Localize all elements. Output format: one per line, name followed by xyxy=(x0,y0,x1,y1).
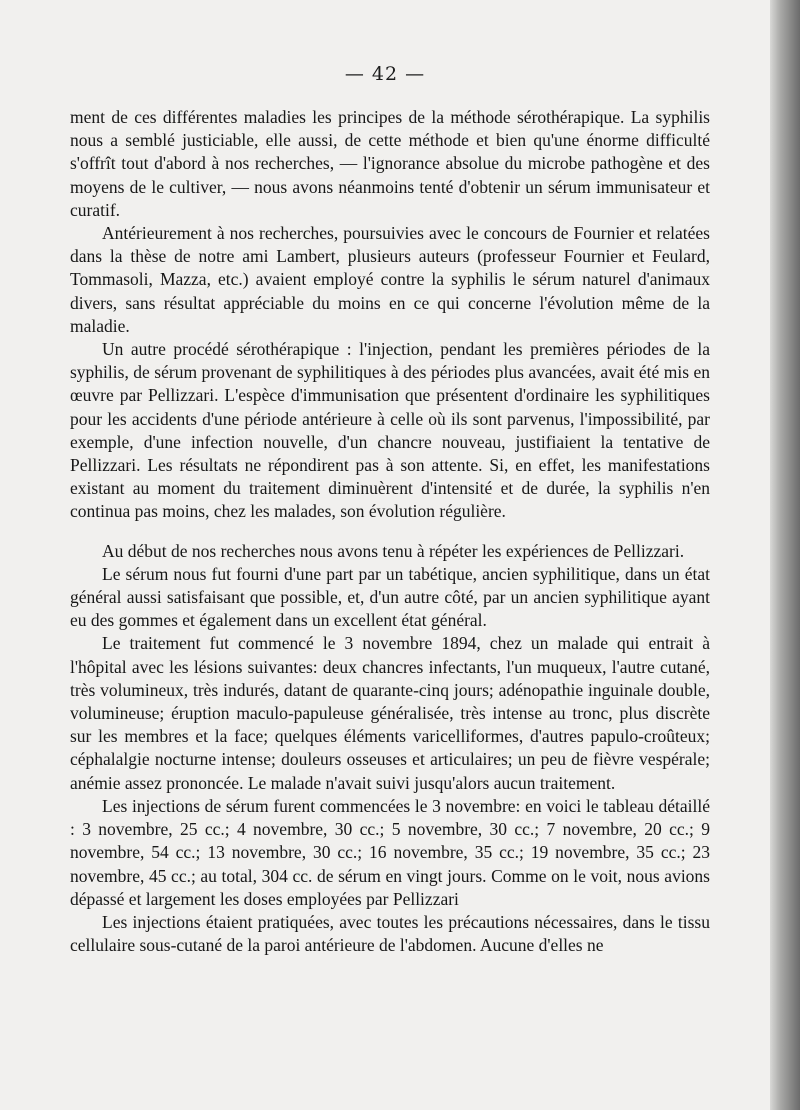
paragraph-serum-source: Le sérum nous fut fourni d'une part par un tabétique, ancien syphilitique, dans un état général aussi satisfaisant que possible, et, d'un autre côté, par un ancien syphilitique ayant eu des gommes et également dans un excellent état général. xyxy=(70,563,710,631)
paragraph-injection-method: Les injections étaient pratiquées, avec toutes les précautions nécessaires, dans le tissu cellulaire sous-cutané de la paroi antérieure de l'abdomen. Aucune d'elles ne xyxy=(70,911,710,956)
paragraph-injection-schedule: Les injections de sérum furent commencées le 3 novembre: en voici le tableau détaillé : 3 novembre, 25 cc.; 4 novembre, 30 cc.; 5 novembre, 30 cc.; 7 novembre, 20 cc.; 9 novembre, 54 cc.; 13 novembre, 30 cc.; 16 novembre, 35 cc.; 19 novembre, 35 cc.; 23 novembre, 45 cc.; au total, 304 cc. de sérum en vingt jours. Comme on le voit, nous avions dépassé et largement les doses employées par Pellizzari xyxy=(70,795,710,909)
paragraph-continuation: ment de ces différentes maladies les principes de la méthode sérothérapique. La syphilis nous a semblé justiciable, elle aussi, de cette méthode et bien qu'une énorme difficulté s'offrît tout d'abord à nos recherches, — l'ignorance absolue du microbe pathogène et des moyens de le cultiver, — nous avons néanmoins tenté d'obtenir un sérum immunisateur et curatif. xyxy=(70,107,710,220)
paragraph-repeat-experiments: Au début de nos recherches nous avons tenu à répéter les expériences de Pellizzari. xyxy=(102,540,685,561)
book-page-edge xyxy=(770,0,800,1110)
paragraph-prior-research: Antérieurement à nos recherches, poursuivies avec le concours de Fournier et relatées dans la thèse de notre ami Lambert, plusieurs auteurs (professeur Fournier et Feulard, Tommasoli, Mazza, etc.) avaient employé contre la syphilis le sérum naturel d'animaux divers, sans résultat appréciable du moins en ce qui concerne l'évolution même de la maladie. xyxy=(70,223,710,336)
paragraph-treatment-start: Le traitement fut commencé le 3 novembre 1894, chez un malade qui entrait à l'hôpital avec les lésions suivantes: deux chancres infectants, l'un muqueux, l'autre cutané, très volumineux, très indurés, datant de quarante-cinq jours; adénopathie inguinale double, volumineuse; éruption maculo-papuleuse généralisée, très intense au tronc, plus discrète sur les membres et la face; quelques éléments varicelliformes, d'autres papulo-croûteux; céphalalgie nocturne intense; douleurs osseuses et articulaires; un peu de fièvre vespérale; anémie assez prononcée. Le malade n'avait suivi jusqu'alors aucun traitement. xyxy=(70,633,710,793)
page-number: — 42 — xyxy=(344,63,426,85)
paragraph-pellizzari-method: Un autre procédé sérothérapique : l'injection, pendant les premières périodes de la syphilis, de sérum provenant de syphilitiques à des périodes plus avancées, avait été mis en œuvre par Pellizzari. L'espèce d'immunisation que présentent d'ordinaire les syphilitiques pour les accidents d'une période antérieure à celle où ils sont parvenus, l'impossibilité, par exemple, d'une infection nouvelle, d'un chancre nouveau, justifiaient la tentative de Pellizzari. Les résultats ne répondirent pas à son attente. Si, en effet, les manifestations existant au moment du traitement diminuèrent d'intensité et de durée, la syphilis n'en continua pas moins, chez les malades, son évolution régulière. xyxy=(70,339,710,522)
body-text xyxy=(70,106,710,957)
